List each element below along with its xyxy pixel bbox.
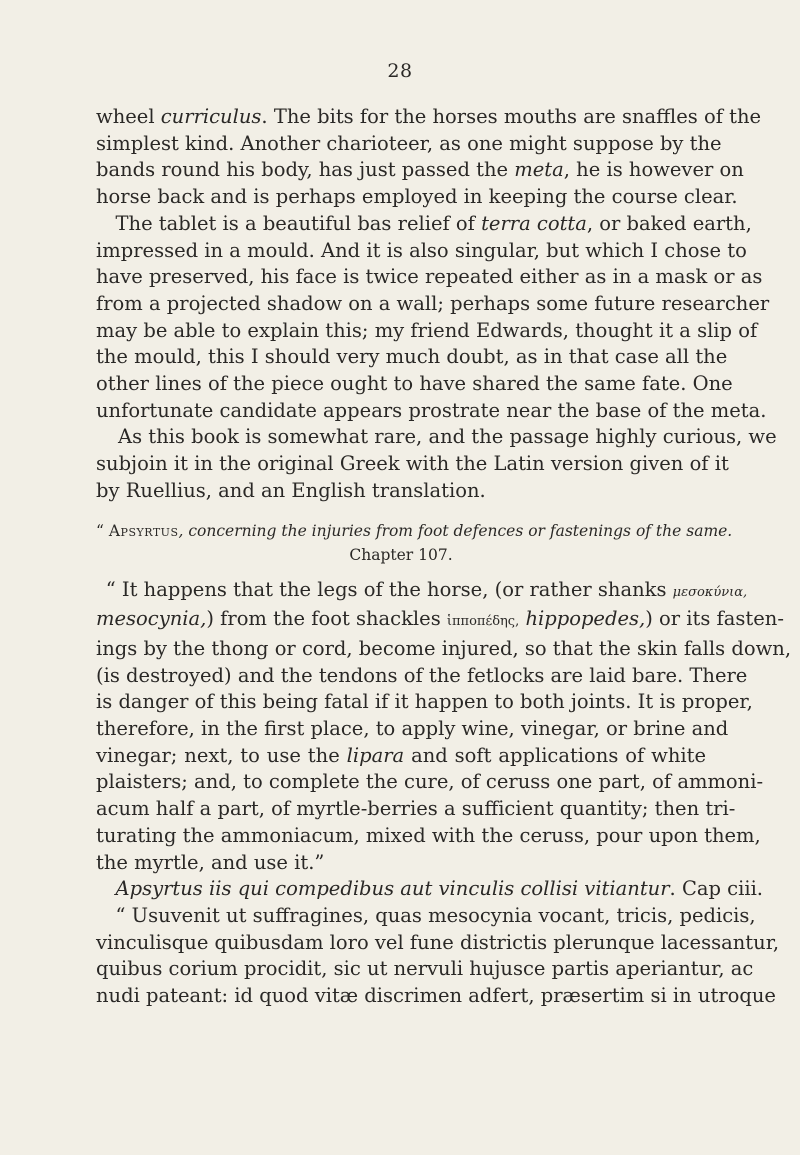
text-line: acum half a part, of myrtle-berries a sufficient quantity; then tri- [96, 797, 736, 821]
text-line: turating the ammoniacum, mixed with the ceruss, pour upon them, [96, 823, 761, 847]
text-line: from a projected shadow on a wall; perhaps some future researcher [96, 291, 770, 315]
text-line: is danger of this being fatal if it happen to both joints. It is proper, [96, 690, 753, 714]
page-number: 28 [387, 60, 413, 82]
paragraph-latin [96, 876, 780, 1010]
text-line: ings by the thong or cord, become injured, so that the skin falls down, [96, 636, 792, 660]
text-line: plaisters; and, to complete the cure, of ceruss one part, of ammoni- [96, 770, 764, 794]
text-line: the mould, this I should very much doubt, as in that case all the [96, 345, 728, 369]
text-line: The tablet is a beautiful bas relief of terra cotta, or baked earth, [115, 211, 752, 235]
text-line: quibus corium procidit, sic ut nervuli hujusce partis aperiantur, ac [96, 957, 754, 981]
text-line: simplest kind. Another charioteer, as one might suppose by the [96, 131, 722, 155]
text-line: other lines of the piece ought to have shared the same fate. One [96, 372, 733, 396]
text-line: by Ruellius, and an English translation. [96, 478, 486, 502]
text-line: the myrtle, and use it.” [96, 850, 325, 874]
text-line: therefore, in the first place, to apply wine, vinegar, or brine and [96, 717, 729, 741]
text-line: (is destroyed) and the tendons of the fetlocks are laid bare. There [96, 663, 748, 687]
chapter-heading [96, 519, 733, 567]
text-line: vinculisque quibusdam loro vel fune districtis plerunque lacessantur, [96, 930, 780, 954]
text-line: subjoin it in the original Greek with the Latin version given of it [96, 452, 729, 476]
text-line: “ It happens that the legs of the horse, (or rather shanks μεσοκύνια, [105, 577, 748, 601]
paragraph-translation [96, 577, 792, 877]
text-line: nudi pateant: id quod vitæ discrimen adfert, præsertim si in utroque [96, 984, 776, 1008]
text-line: mesocynia,) from the foot shackles ἱπποπέδης, hippopedes,) or its fasten- [96, 607, 784, 631]
text-line: wheel curriculus. The bits for the horses mouths are snaffles of the [96, 105, 762, 128]
text-line: unfortunate candidate appears prostrate near the base of the meta. [96, 398, 767, 422]
text-line: vinegar; next, to use the lipara and soft applications of white [96, 743, 706, 767]
text-line: horse back and is perhaps employed in keeping the course clear. [96, 185, 738, 209]
text-line: Apsyrtus iis qui compedibus aut vinculis collisi vitiantur. Cap ciii. [115, 877, 764, 901]
page-text [96, 104, 792, 1010]
text-line: have preserved, his face is twice repeated either as in a mask or as [96, 265, 763, 289]
text-line: As this book is somewhat rare, and the passage highly curious, we [118, 425, 777, 449]
paragraph-curriculus [96, 104, 762, 211]
text-line: “ Usuvenit ut suffragines, quas mesocynia vocant, tricis, pedicis, [115, 903, 756, 927]
paragraph-tablet [96, 211, 770, 425]
text-line: may be able to explain this; my friend Edwards, thought it a slip of [96, 318, 758, 342]
text-line: impressed in a mould. And it is also singular, but which I chose to [96, 238, 747, 262]
chapter-number: Chapter 107. [349, 545, 453, 564]
heading-line: “ Apsyrtus, concerning the injuries from foot defences or fastenings of the same. [96, 521, 733, 540]
paragraph-rare-book [96, 424, 777, 504]
text-line: bands round his body, has just passed the meta, he is however on [96, 158, 744, 182]
